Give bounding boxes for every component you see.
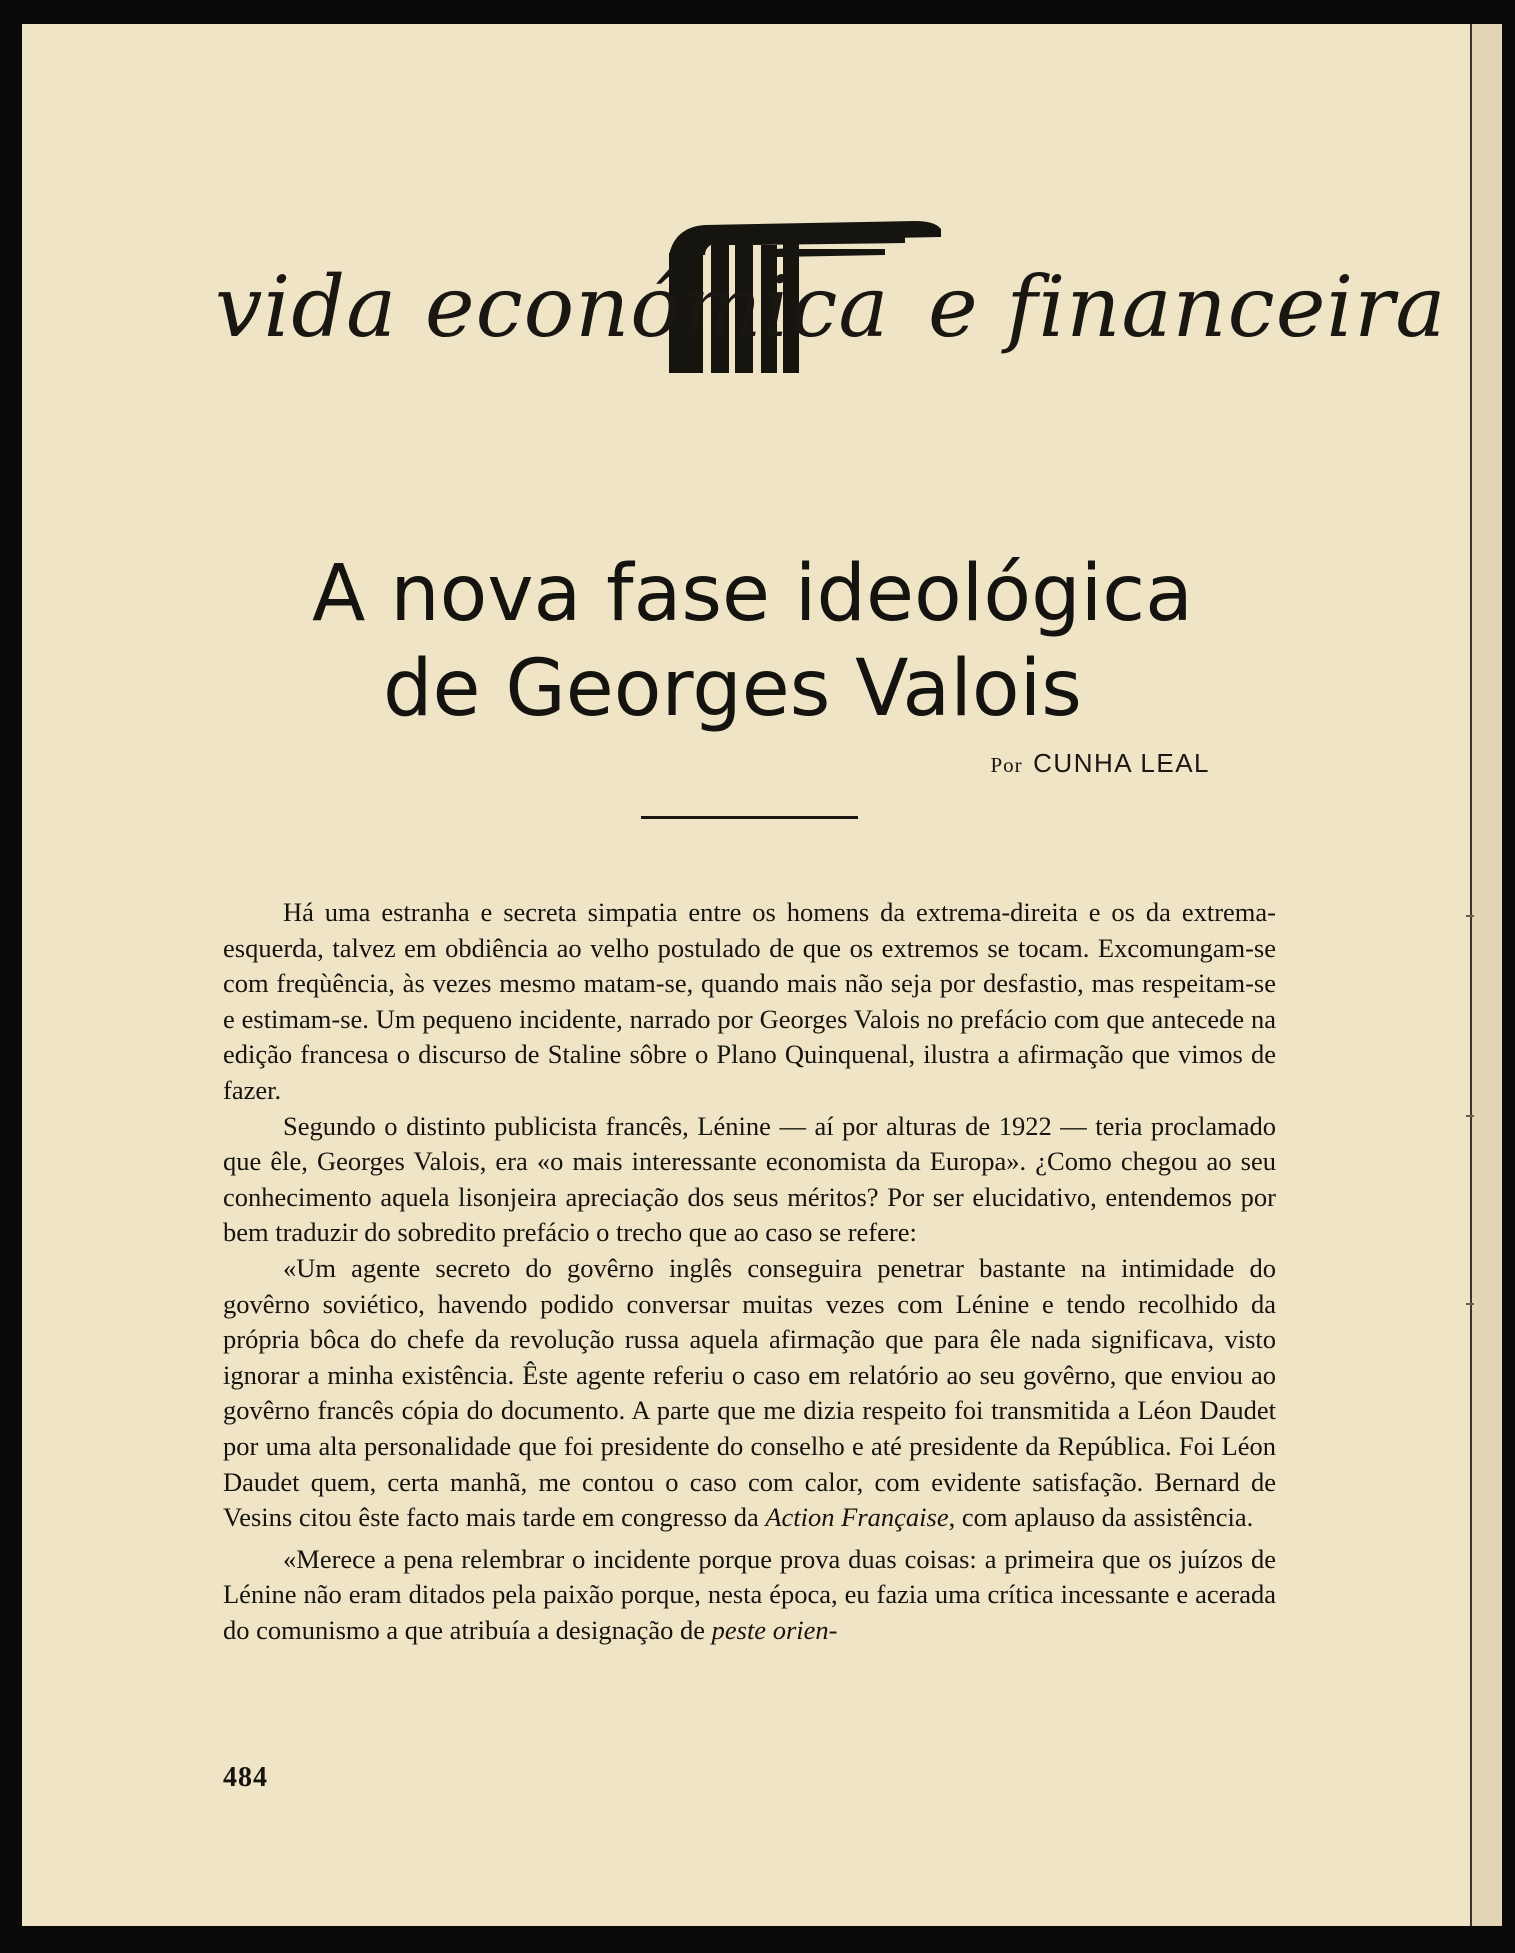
quote-text-end: , com aplauso da assistência. [948,1502,1254,1533]
quote-paragraph [223,1542,1276,1649]
margin-mark [1466,1115,1474,1117]
page-number: 484 [223,1762,268,1793]
paragraph: Há uma estranha e secreta simpatia entre os homens da extrema-direita e os da extrema-esquerda, talvez em obdiência ao velho postulado de que os extremos se tocam. Excomungam-se com freqùência, às vezes mesmo matam-se, quando mais não seja por desfastio, mas respeitam-se e estimam-se. Um pequeno incidente, narrado por Georges Valois no prefácio com que antecede na edição francesa o discurso de Staline sôbre o Plano Quinquenal, ilustra a afirmação que vimos de fazer. [223,897,1276,1105]
quote-text: «Merece a pena relembrar o incidente porque prova duas coisas: a primeira que os juízos de Lénine não eram ditados pela paixão porque, nesta época, eu fazia uma crítica incessante e acerada do comunismo a que atribuía a designação de [223,1543,1276,1645]
article-title-line-1: A nova fase ideológica [312,549,1193,639]
quote-paragraph [223,1251,1276,1536]
quote-italic-term: peste orien- [711,1614,838,1645]
paragraph: Segundo o distinto publicista francês, Lénine — aí por alturas de 1922 — teria proclamado que êle, Georges Valois, era «o mais interessante economista da Europa». ¿Como chegou ao seu conhecimento aquela lisonjeira apreciação dos seus méritos? Por ser elucidativo, entendemos por bem traduzir do sobredito prefácio o trecho que ao caso se refere: [223,1110,1276,1248]
title-divider [641,816,858,819]
section-title-left: vida económica [215,258,890,356]
byline-prefix: Por [990,753,1023,777]
article-title-line-2: de Georges Valois [383,644,1082,734]
byline [990,748,1210,779]
margin-mark [1466,915,1474,917]
margin-mark [1466,1303,1474,1305]
section-title-right: e financeira [928,258,1447,356]
author-name: CUNHA LEAL [1033,748,1210,778]
article-body [223,895,1276,1648]
quote-text: «Um agente secreto do govêrno inglês conseguira penetrar bastante na intimidade do govêrno soviético, havendo podido conversar muitas vezes com Lénine e tendo recolhido da própria bôca do chefe da revolução russa aquela afirmação que para êle nada significava, visto ignorar a minha existência. Êste agente referiu o caso em relatório ao seu govêrno, que enviou ao govêrno francês cópia do documento. A parte que me dizia respeito foi transmitida a Léon Daudet por uma alta personalidade que foi presidente do conselho e até presidente da República. Foi Léon Daudet quem, certa manhã, me contou o caso com calor, com evidente satisfação. Bernard de Vesins citou êste facto mais tarde em congresso da [223,1252,1276,1533]
adjacent-page-edge [1470,24,1502,1926]
quote-italic-title: Action Française [765,1502,949,1533]
